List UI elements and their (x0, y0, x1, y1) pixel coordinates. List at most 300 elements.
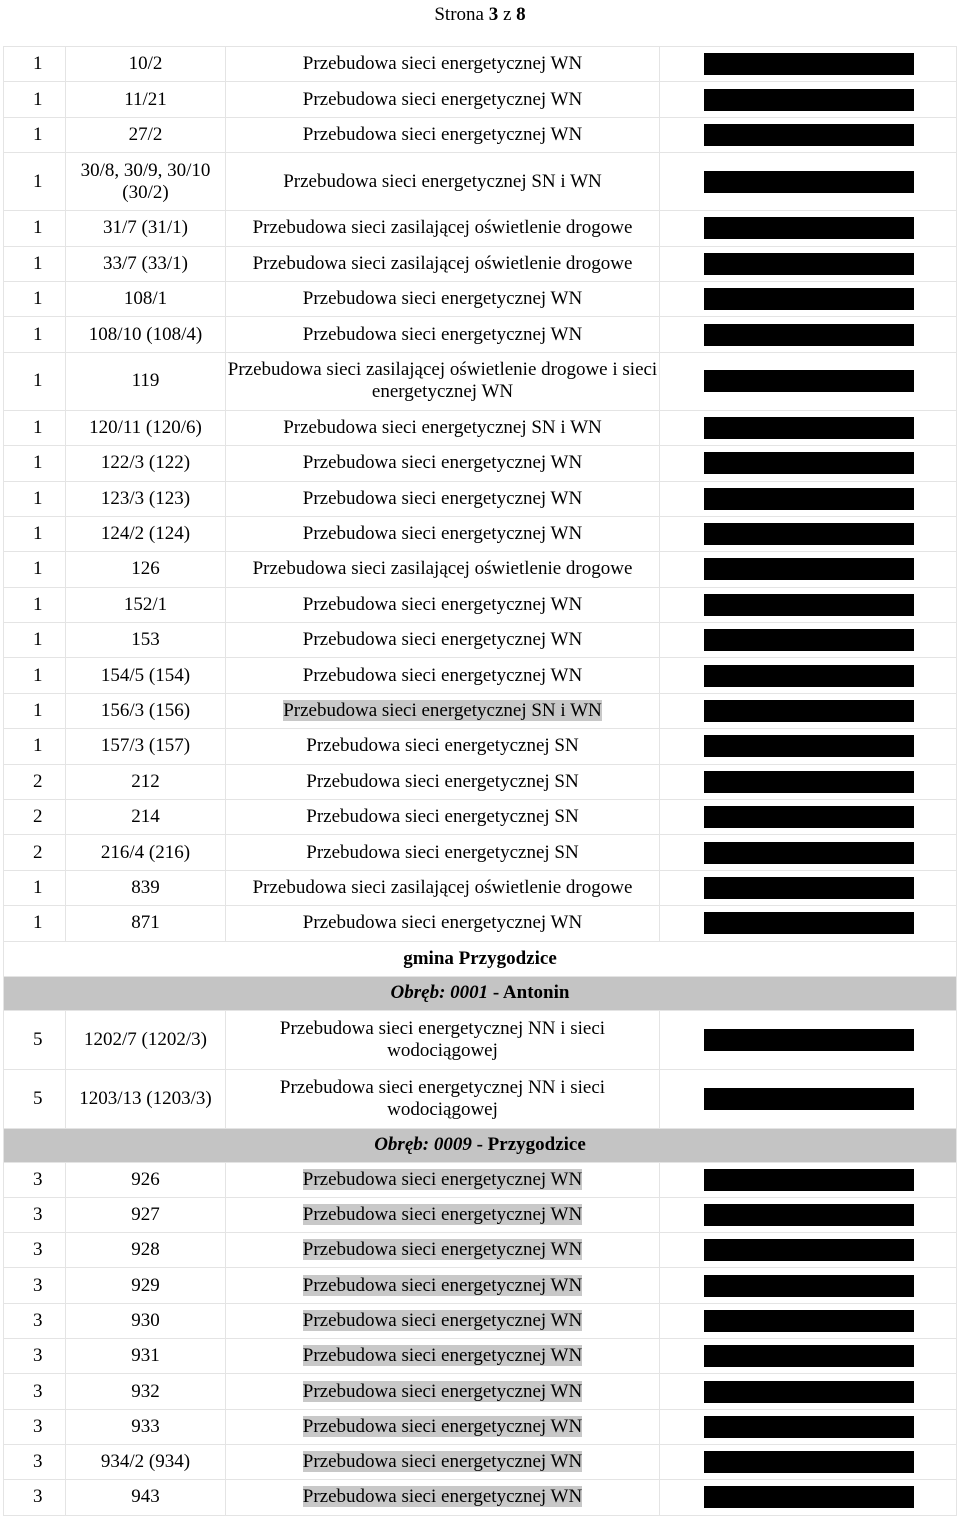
gmina-title: gmina Przygodzice (403, 947, 557, 969)
description-text: Przebudowa sieci zasilającej oświetlenie drogowe (252, 217, 633, 239)
redaction-bar (704, 452, 914, 474)
row-number-cell (4, 481, 66, 516)
description-text: Przebudowa sieci energetycznej WN (302, 1204, 583, 1226)
parcel-number-cell (66, 1374, 226, 1409)
parcel-number-cell (66, 1339, 226, 1374)
row-number-cell (4, 117, 66, 152)
description-text: Przebudowa sieci energetycznej NN i sieci wodociągowej (279, 1017, 606, 1061)
parcel-number-text: 931 (131, 1345, 160, 1367)
redacted-cell (660, 1303, 957, 1338)
description-text: Przebudowa sieci energetycznej WN (302, 452, 583, 474)
parcel-number-cell (66, 1409, 226, 1444)
parcel-number-text: 30/8, 30/9, 30/10 (30/2) (80, 159, 211, 203)
obreb-antonin-row-cell (4, 976, 957, 1010)
redacted-cell (660, 1444, 957, 1479)
parcel-number-cell (66, 658, 226, 693)
row-number-cell (4, 281, 66, 316)
redaction-bar (704, 1029, 914, 1051)
parcel-number-cell (66, 623, 226, 658)
redaction-bar (704, 558, 914, 580)
description-text: Przebudowa sieci energetycznej WN (302, 1309, 583, 1331)
redaction-bar (704, 1345, 914, 1367)
parcel-number-cell (66, 1233, 226, 1268)
parcel-number-cell (66, 352, 226, 410)
redacted-cell (660, 764, 957, 799)
redaction-bar (704, 488, 914, 510)
gmina-row (4, 941, 957, 976)
redaction-bar (704, 842, 914, 864)
table-row (4, 800, 957, 835)
parcel-table (3, 46, 957, 1516)
parcel-number-text: 933 (131, 1415, 160, 1437)
parcel-number-cell (66, 281, 226, 316)
redacted-cell (660, 1010, 957, 1069)
redaction-bar (704, 1088, 914, 1110)
parcel-number-text: 108/10 (108/4) (88, 323, 203, 345)
description-cell (226, 1339, 660, 1374)
row-number-cell (4, 352, 66, 410)
redacted-cell (660, 211, 957, 246)
row-number-text: 1 (33, 123, 43, 145)
redaction-bar (704, 288, 914, 310)
parcel-number-cell (66, 317, 226, 352)
redacted-cell (660, 552, 957, 587)
description-text: Przebudowa sieci energetycznej WN (302, 323, 583, 345)
description-text: Przebudowa sieci energetycznej SN (306, 735, 579, 757)
table-row (4, 410, 957, 445)
redaction-bar (704, 700, 914, 722)
description-cell (226, 1233, 660, 1268)
obreb-przygodzice-label: Obręb: 0009 (374, 1134, 472, 1156)
row-number-cell (4, 1069, 66, 1128)
parcel-number-text: 152/1 (123, 593, 168, 615)
parcel-number-text: 929 (131, 1274, 160, 1296)
redacted-cell (660, 623, 957, 658)
redacted-cell (660, 800, 957, 835)
table-row (4, 764, 957, 799)
row-number-text: 1 (33, 416, 43, 438)
description-cell (226, 1197, 660, 1232)
parcel-number-cell (66, 1303, 226, 1338)
row-number-cell (4, 693, 66, 728)
redacted-cell (660, 481, 957, 516)
row-number-text: 1 (33, 217, 43, 239)
row-number-text: 3 (33, 1239, 43, 1261)
redacted-cell (660, 246, 957, 281)
redacted-cell (660, 1197, 957, 1232)
table-row (4, 835, 957, 870)
row-number-cell (4, 1339, 66, 1374)
description-cell (226, 693, 660, 728)
parcel-number-cell (66, 835, 226, 870)
parcel-number-text: 926 (131, 1168, 160, 1190)
row-number-text: 1 (33, 487, 43, 509)
parcel-number-text: 11/21 (124, 88, 167, 110)
table-row (4, 82, 957, 117)
parcel-number-text: 157/3 (157) (100, 735, 191, 757)
redacted-cell (660, 906, 957, 941)
description-text: Przebudowa sieci energetycznej SN (306, 770, 579, 792)
page-of-label: z (502, 4, 512, 25)
parcel-number-cell (66, 446, 226, 481)
description-text: Przebudowa sieci energetycznej WN (302, 1274, 583, 1296)
description-text: Przebudowa sieci energetycznej WN (302, 288, 583, 310)
description-text: Przebudowa sieci energetycznej WN (302, 487, 583, 509)
parcel-number-text: 216/4 (216) (100, 841, 191, 863)
parcel-number-text: 153 (131, 629, 160, 651)
table-row (4, 1480, 957, 1515)
parcel-number-text: 108/1 (123, 288, 168, 310)
redaction-bar (704, 523, 914, 545)
row-number-text: 1 (33, 288, 43, 310)
parcel-number-text: 31/7 (31/1) (103, 217, 188, 239)
redaction-bar (704, 370, 914, 392)
table-row (4, 153, 957, 211)
description-cell (226, 552, 660, 587)
table-row (4, 1339, 957, 1374)
description-text: Przebudowa sieci energetycznej WN (302, 88, 583, 110)
table-row (4, 446, 957, 481)
description-text: Przebudowa sieci energetycznej NN i sieci wodociągowej (279, 1076, 606, 1120)
description-text: Przebudowa sieci energetycznej SN (306, 841, 579, 863)
redaction-bar (704, 171, 914, 193)
redaction-bar (704, 1169, 914, 1191)
redaction-bar (704, 1275, 914, 1297)
parcel-number-text: 122/3 (122) (100, 452, 191, 474)
parcel-number-cell (66, 516, 226, 551)
row-number-cell (4, 446, 66, 481)
row-number-text: 5 (33, 1028, 43, 1050)
description-cell (226, 117, 660, 152)
parcel-number-text: 123/3 (123) (100, 487, 191, 509)
parcel-number-cell (66, 82, 226, 117)
redacted-cell (660, 1268, 957, 1303)
row-number-text: 1 (33, 912, 43, 934)
row-number-text: 2 (33, 770, 43, 792)
redaction-bar (704, 417, 914, 439)
description-cell (226, 1409, 660, 1444)
redaction-bar (704, 1204, 914, 1226)
redaction-bar (704, 53, 914, 75)
parcel-number-cell (66, 587, 226, 622)
parcel-number-text: 126 (131, 558, 160, 580)
row-number-cell (4, 835, 66, 870)
parcel-number-cell (66, 729, 226, 764)
table-row (4, 1162, 957, 1197)
row-number-cell (4, 906, 66, 941)
row-number-text: 1 (33, 700, 43, 722)
description-text: Przebudowa sieci energetycznej SN i WN (283, 416, 602, 438)
page-label: Strona (434, 4, 484, 25)
description-text: Przebudowa sieci energetycznej WN (302, 1415, 583, 1437)
parcel-number-text: 154/5 (154) (100, 664, 191, 686)
row-number-cell (4, 870, 66, 905)
parcel-number-cell (66, 153, 226, 211)
redacted-cell (660, 153, 957, 211)
row-number-cell (4, 516, 66, 551)
table-row (4, 906, 957, 941)
row-number-cell (4, 1480, 66, 1515)
description-text: Przebudowa sieci energetycznej WN (302, 123, 583, 145)
row-number-text: 3 (33, 1415, 43, 1437)
row-number-cell (4, 623, 66, 658)
description-text: Przebudowa sieci energetycznej WN (302, 1168, 583, 1190)
description-text: Przebudowa sieci energetycznej WN (302, 664, 583, 686)
obreb-przygodzice-row (4, 1128, 957, 1162)
parcel-number-cell (66, 410, 226, 445)
table-row (4, 1303, 957, 1338)
row-number-text: 3 (33, 1486, 43, 1508)
description-cell (226, 281, 660, 316)
redaction-bar (704, 594, 914, 616)
row-number-text: 1 (33, 170, 43, 192)
description-cell (226, 658, 660, 693)
redaction-bar (704, 324, 914, 346)
redacted-cell (660, 1409, 957, 1444)
row-number-text: 1 (33, 593, 43, 615)
description-text: Przebudowa sieci energetycznej WN (302, 1380, 583, 1402)
parcel-number-text: 156/3 (156) (100, 700, 191, 722)
description-cell (226, 1480, 660, 1515)
description-text: Przebudowa sieci energetycznej WN (302, 1486, 583, 1508)
row-number-text: 1 (33, 323, 43, 345)
description-text: Przebudowa sieci zasilającej oświetlenie drogowe (252, 558, 633, 580)
table-row (4, 623, 957, 658)
row-number-text: 1 (33, 629, 43, 651)
obreb-antonin-name: - Antonin (492, 982, 570, 1004)
description-cell (226, 211, 660, 246)
description-cell (226, 1303, 660, 1338)
obreb-antonin-label: Obręb: 0001 (390, 982, 489, 1004)
parcel-number-text: 27/2 (128, 123, 163, 145)
description-cell (226, 352, 660, 410)
redacted-cell (660, 1162, 957, 1197)
table-row (4, 211, 957, 246)
description-cell (226, 446, 660, 481)
parcel-number-text: 212 (131, 770, 160, 792)
redaction-bar (704, 1239, 914, 1261)
description-text: Przebudowa sieci energetycznej WN (302, 1451, 583, 1473)
parcel-number-cell (66, 47, 226, 82)
row-number-cell (4, 1162, 66, 1197)
redaction-bar (704, 912, 914, 934)
row-number-cell (4, 1409, 66, 1444)
table-row (4, 870, 957, 905)
table-row (4, 516, 957, 551)
parcel-number-cell (66, 906, 226, 941)
table-row (4, 1374, 957, 1409)
parcel-number-cell (66, 1444, 226, 1479)
redacted-cell (660, 729, 957, 764)
parcel-number-text: 33/7 (33/1) (103, 252, 188, 274)
redaction-bar (704, 1451, 914, 1473)
description-cell (226, 870, 660, 905)
redaction-bar (704, 253, 914, 275)
parcel-number-text: 119 (131, 370, 160, 392)
redacted-cell (660, 587, 957, 622)
redaction-bar (704, 217, 914, 239)
table-row (4, 1197, 957, 1232)
description-text: Przebudowa sieci energetycznej WN (302, 629, 583, 651)
row-number-cell (4, 800, 66, 835)
row-number-text: 5 (33, 1087, 43, 1109)
redacted-cell (660, 317, 957, 352)
obreb-antonin-row (4, 976, 957, 1010)
table-row (4, 552, 957, 587)
table-row (4, 1069, 957, 1128)
parcel-number-cell (66, 693, 226, 728)
description-cell (226, 906, 660, 941)
redacted-cell (660, 1069, 957, 1128)
parcel-number-text: 1203/13 (1203/3) (79, 1087, 212, 1109)
parcel-number-text: 124/2 (124) (100, 523, 191, 545)
parcel-number-cell (66, 870, 226, 905)
row-number-text: 3 (33, 1380, 43, 1402)
description-cell (226, 800, 660, 835)
parcel-number-text: 214 (131, 806, 160, 828)
description-cell (226, 1069, 660, 1128)
row-number-cell (4, 658, 66, 693)
description-cell (226, 764, 660, 799)
description-cell (226, 835, 660, 870)
row-number-text: 3 (33, 1168, 43, 1190)
parcel-number-cell (66, 1197, 226, 1232)
parcel-number-cell (66, 1268, 226, 1303)
redacted-cell (660, 1374, 957, 1409)
description-text: Przebudowa sieci energetycznej WN (302, 1239, 583, 1261)
redacted-cell (660, 352, 957, 410)
redaction-bar (704, 1381, 914, 1403)
redaction-bar (704, 771, 914, 793)
redaction-bar (704, 735, 914, 757)
table-row (4, 281, 957, 316)
row-number-text: 1 (33, 88, 43, 110)
description-cell (226, 729, 660, 764)
row-number-text: 1 (33, 252, 43, 274)
table-row (4, 481, 957, 516)
redaction-bar (704, 665, 914, 687)
row-number-text: 2 (33, 806, 43, 828)
parcel-number-text: 927 (131, 1204, 160, 1226)
redacted-cell (660, 446, 957, 481)
row-number-text: 3 (33, 1451, 43, 1473)
row-number-text: 1 (33, 452, 43, 474)
description-cell (226, 47, 660, 82)
parcel-number-cell (66, 1010, 226, 1069)
description-cell (226, 623, 660, 658)
row-number-cell (4, 1197, 66, 1232)
table-row (4, 1444, 957, 1479)
parcel-number-text: 928 (131, 1239, 160, 1261)
parcel-table-body (4, 47, 957, 1516)
row-number-cell (4, 1303, 66, 1338)
redaction-bar (704, 1416, 914, 1438)
row-number-cell (4, 1374, 66, 1409)
description-text: Przebudowa sieci zasilającej oświetlenie drogowe i sieci energetycznej WN (227, 359, 658, 403)
row-number-text: 1 (33, 558, 43, 580)
table-row (4, 352, 957, 410)
redacted-cell (660, 47, 957, 82)
redaction-bar (704, 124, 914, 146)
description-cell (226, 1268, 660, 1303)
redacted-cell (660, 835, 957, 870)
obreb-przygodzice-name: - Przygodzice (476, 1134, 586, 1156)
row-number-cell (4, 246, 66, 281)
redaction-bar (704, 629, 914, 651)
description-cell (226, 82, 660, 117)
parcel-number-cell (66, 117, 226, 152)
redaction-bar (704, 1486, 914, 1508)
description-text: Przebudowa sieci energetycznej WN (302, 523, 583, 545)
table-row (4, 117, 957, 152)
gmina-row-cell (4, 941, 957, 976)
table-row (4, 1409, 957, 1444)
row-number-text: 3 (33, 1309, 43, 1331)
parcel-number-cell (66, 1162, 226, 1197)
redacted-cell (660, 1480, 957, 1515)
page-indicator (434, 0, 525, 26)
row-number-cell (4, 153, 66, 211)
table-row (4, 1010, 957, 1069)
description-text: Przebudowa sieci energetycznej SN i WN (283, 170, 602, 192)
description-cell (226, 587, 660, 622)
row-number-cell (4, 729, 66, 764)
row-number-cell (4, 587, 66, 622)
parcel-number-text: 943 (131, 1486, 160, 1508)
row-number-text: 1 (33, 523, 43, 545)
obreb-przygodzice-row-cell (4, 1128, 957, 1162)
description-cell (226, 153, 660, 211)
row-number-text: 3 (33, 1345, 43, 1367)
parcel-number-text: 120/11 (120/6) (89, 416, 202, 438)
row-number-cell (4, 211, 66, 246)
redacted-cell (660, 410, 957, 445)
row-number-cell (4, 1010, 66, 1069)
parcel-number-text: 871 (131, 912, 160, 934)
table-row (4, 729, 957, 764)
description-text: Przebudowa sieci energetycznej SN i WN (283, 700, 602, 722)
row-number-text: 3 (33, 1204, 43, 1226)
row-number-text: 3 (33, 1274, 43, 1296)
description-text: Przebudowa sieci zasilającej oświetlenie drogowe (252, 252, 633, 274)
description-cell (226, 1444, 660, 1479)
row-number-text: 1 (33, 664, 43, 686)
description-cell (226, 317, 660, 352)
description-cell (226, 1162, 660, 1197)
redacted-cell (660, 1339, 957, 1374)
row-number-cell (4, 764, 66, 799)
parcel-number-cell (66, 1069, 226, 1128)
table-row (4, 658, 957, 693)
row-number-cell (4, 1268, 66, 1303)
row-number-cell (4, 410, 66, 445)
row-number-cell (4, 317, 66, 352)
row-number-cell (4, 1233, 66, 1268)
parcel-number-cell (66, 764, 226, 799)
redacted-cell (660, 281, 957, 316)
row-number-text: 1 (33, 877, 43, 898)
redaction-bar (704, 806, 914, 828)
description-cell (226, 481, 660, 516)
parcel-number-cell (66, 246, 226, 281)
row-number-cell (4, 47, 66, 82)
table-row (4, 1233, 957, 1268)
parcel-number-cell (66, 800, 226, 835)
description-cell (226, 516, 660, 551)
redacted-cell (660, 516, 957, 551)
table-row (4, 246, 957, 281)
description-text: Przebudowa sieci energetycznej WN (302, 1345, 583, 1367)
